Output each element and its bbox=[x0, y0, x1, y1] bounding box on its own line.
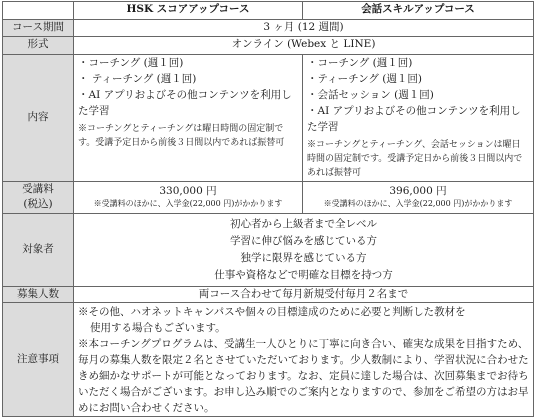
period-row bbox=[3, 20, 534, 37]
hsk-content-cell bbox=[74, 54, 303, 181]
hsk-content-item: ・コーチング (週１回) bbox=[78, 56, 184, 69]
conversation-content-cell bbox=[303, 54, 534, 181]
capacity-row bbox=[3, 286, 534, 303]
period-label: コース期間 bbox=[3, 20, 74, 37]
notes-paragraph: ※その他、ハオネットキャンパスや個々の目標達成のために必要と判断した教材を bbox=[78, 306, 466, 318]
header-hsk-course: HSK スコアアップコース bbox=[74, 2, 303, 20]
format-row bbox=[3, 36, 534, 54]
target-label: 対象者 bbox=[3, 213, 74, 286]
conversation-content-item: ・会話セッション (週１回) bbox=[307, 88, 434, 101]
conversation-fee-cell bbox=[303, 181, 534, 213]
target-line: 学習に伸び悩みを感じている方 bbox=[230, 234, 377, 247]
course-comparison-table bbox=[2, 1, 534, 417]
format-label: 形式 bbox=[3, 36, 74, 54]
capacity-value: 両コース合わせて毎月新規受付毎月２名まで bbox=[74, 286, 534, 303]
notes-cell bbox=[74, 303, 534, 417]
fee-row bbox=[3, 181, 534, 213]
header-conversation-course: 会話スキルアップコース bbox=[303, 2, 534, 20]
content-row bbox=[3, 54, 534, 181]
target-cell bbox=[74, 213, 534, 286]
target-line: 独学に限界を感じている方 bbox=[240, 251, 367, 264]
fee-label-line2: (税込) bbox=[23, 198, 53, 210]
conversation-price: 396,000 円 bbox=[389, 185, 447, 197]
hsk-content-note: ※コーチングとティーチングは曜日時間の固定制です。受講予定日から前後３日間以内であれば振替可 bbox=[78, 123, 285, 148]
header-row bbox=[3, 2, 534, 20]
header-blank-cell bbox=[3, 2, 74, 20]
target-line: 初心者から上級者まで全レベル bbox=[230, 217, 377, 230]
notes-paragraph: ※本コーチングプログラムは、受講生一人ひとりに丁寧に向き合い、確実な成果を目指すため、毎月の募集人数を限定２名とさせていただいております。少人数制により、学習状況に合わせたきめ細かなサポートが可能となっております。なお、定員に達した場合は、次回募集までお待ちいただく場合がございます。お申し込み順でのご案内となりますので、参加をご希望の方はお早めにお問い合わせください。 bbox=[78, 338, 529, 414]
notes-row bbox=[3, 303, 534, 417]
conversation-content-item: ・ティーチング (週１回) bbox=[307, 72, 422, 85]
notes-paragraph-continued: 使用する場合もございます。 bbox=[90, 322, 226, 334]
fee-label bbox=[3, 181, 74, 213]
hsk-content-item: ・ ティーチング (週１回) bbox=[78, 72, 197, 85]
hsk-price: 330,000 円 bbox=[159, 185, 217, 197]
conversation-content-item: ・AI アプリおよびその他コンテンツを利用した学習 bbox=[307, 104, 521, 133]
content-label: 内容 bbox=[3, 54, 74, 181]
period-value: 3 ヶ月 (12 週間) bbox=[74, 20, 534, 37]
format-value: オンライン (Webex と LINE) bbox=[74, 36, 534, 54]
conversation-fee-note: ※受講料のほかに、入学金(22,000 円)がかかります bbox=[323, 199, 513, 208]
target-line: 仕事や資格などで明確な目標を持つ方 bbox=[214, 268, 393, 281]
fee-label-line1: 受講料 bbox=[22, 182, 54, 195]
conversation-content-item: ・コーチング (週１回) bbox=[307, 56, 413, 69]
notes-label: 注意事項 bbox=[3, 303, 74, 417]
hsk-content-item: ・AI アプリおよびその他コンテンツを利用した学習 bbox=[78, 88, 292, 117]
hsk-fee-note: ※受講料のほかに、入学金(22,000 円)がかかります bbox=[93, 199, 283, 208]
conversation-content-note: ※コーチングとティーチング、会話セッションは曜日時間の固定制です。受講予定日から前後３日間以内であれば振替可 bbox=[307, 139, 523, 178]
target-row bbox=[3, 213, 534, 286]
hsk-fee-cell bbox=[74, 181, 303, 213]
capacity-label: 募集人数 bbox=[3, 286, 74, 303]
